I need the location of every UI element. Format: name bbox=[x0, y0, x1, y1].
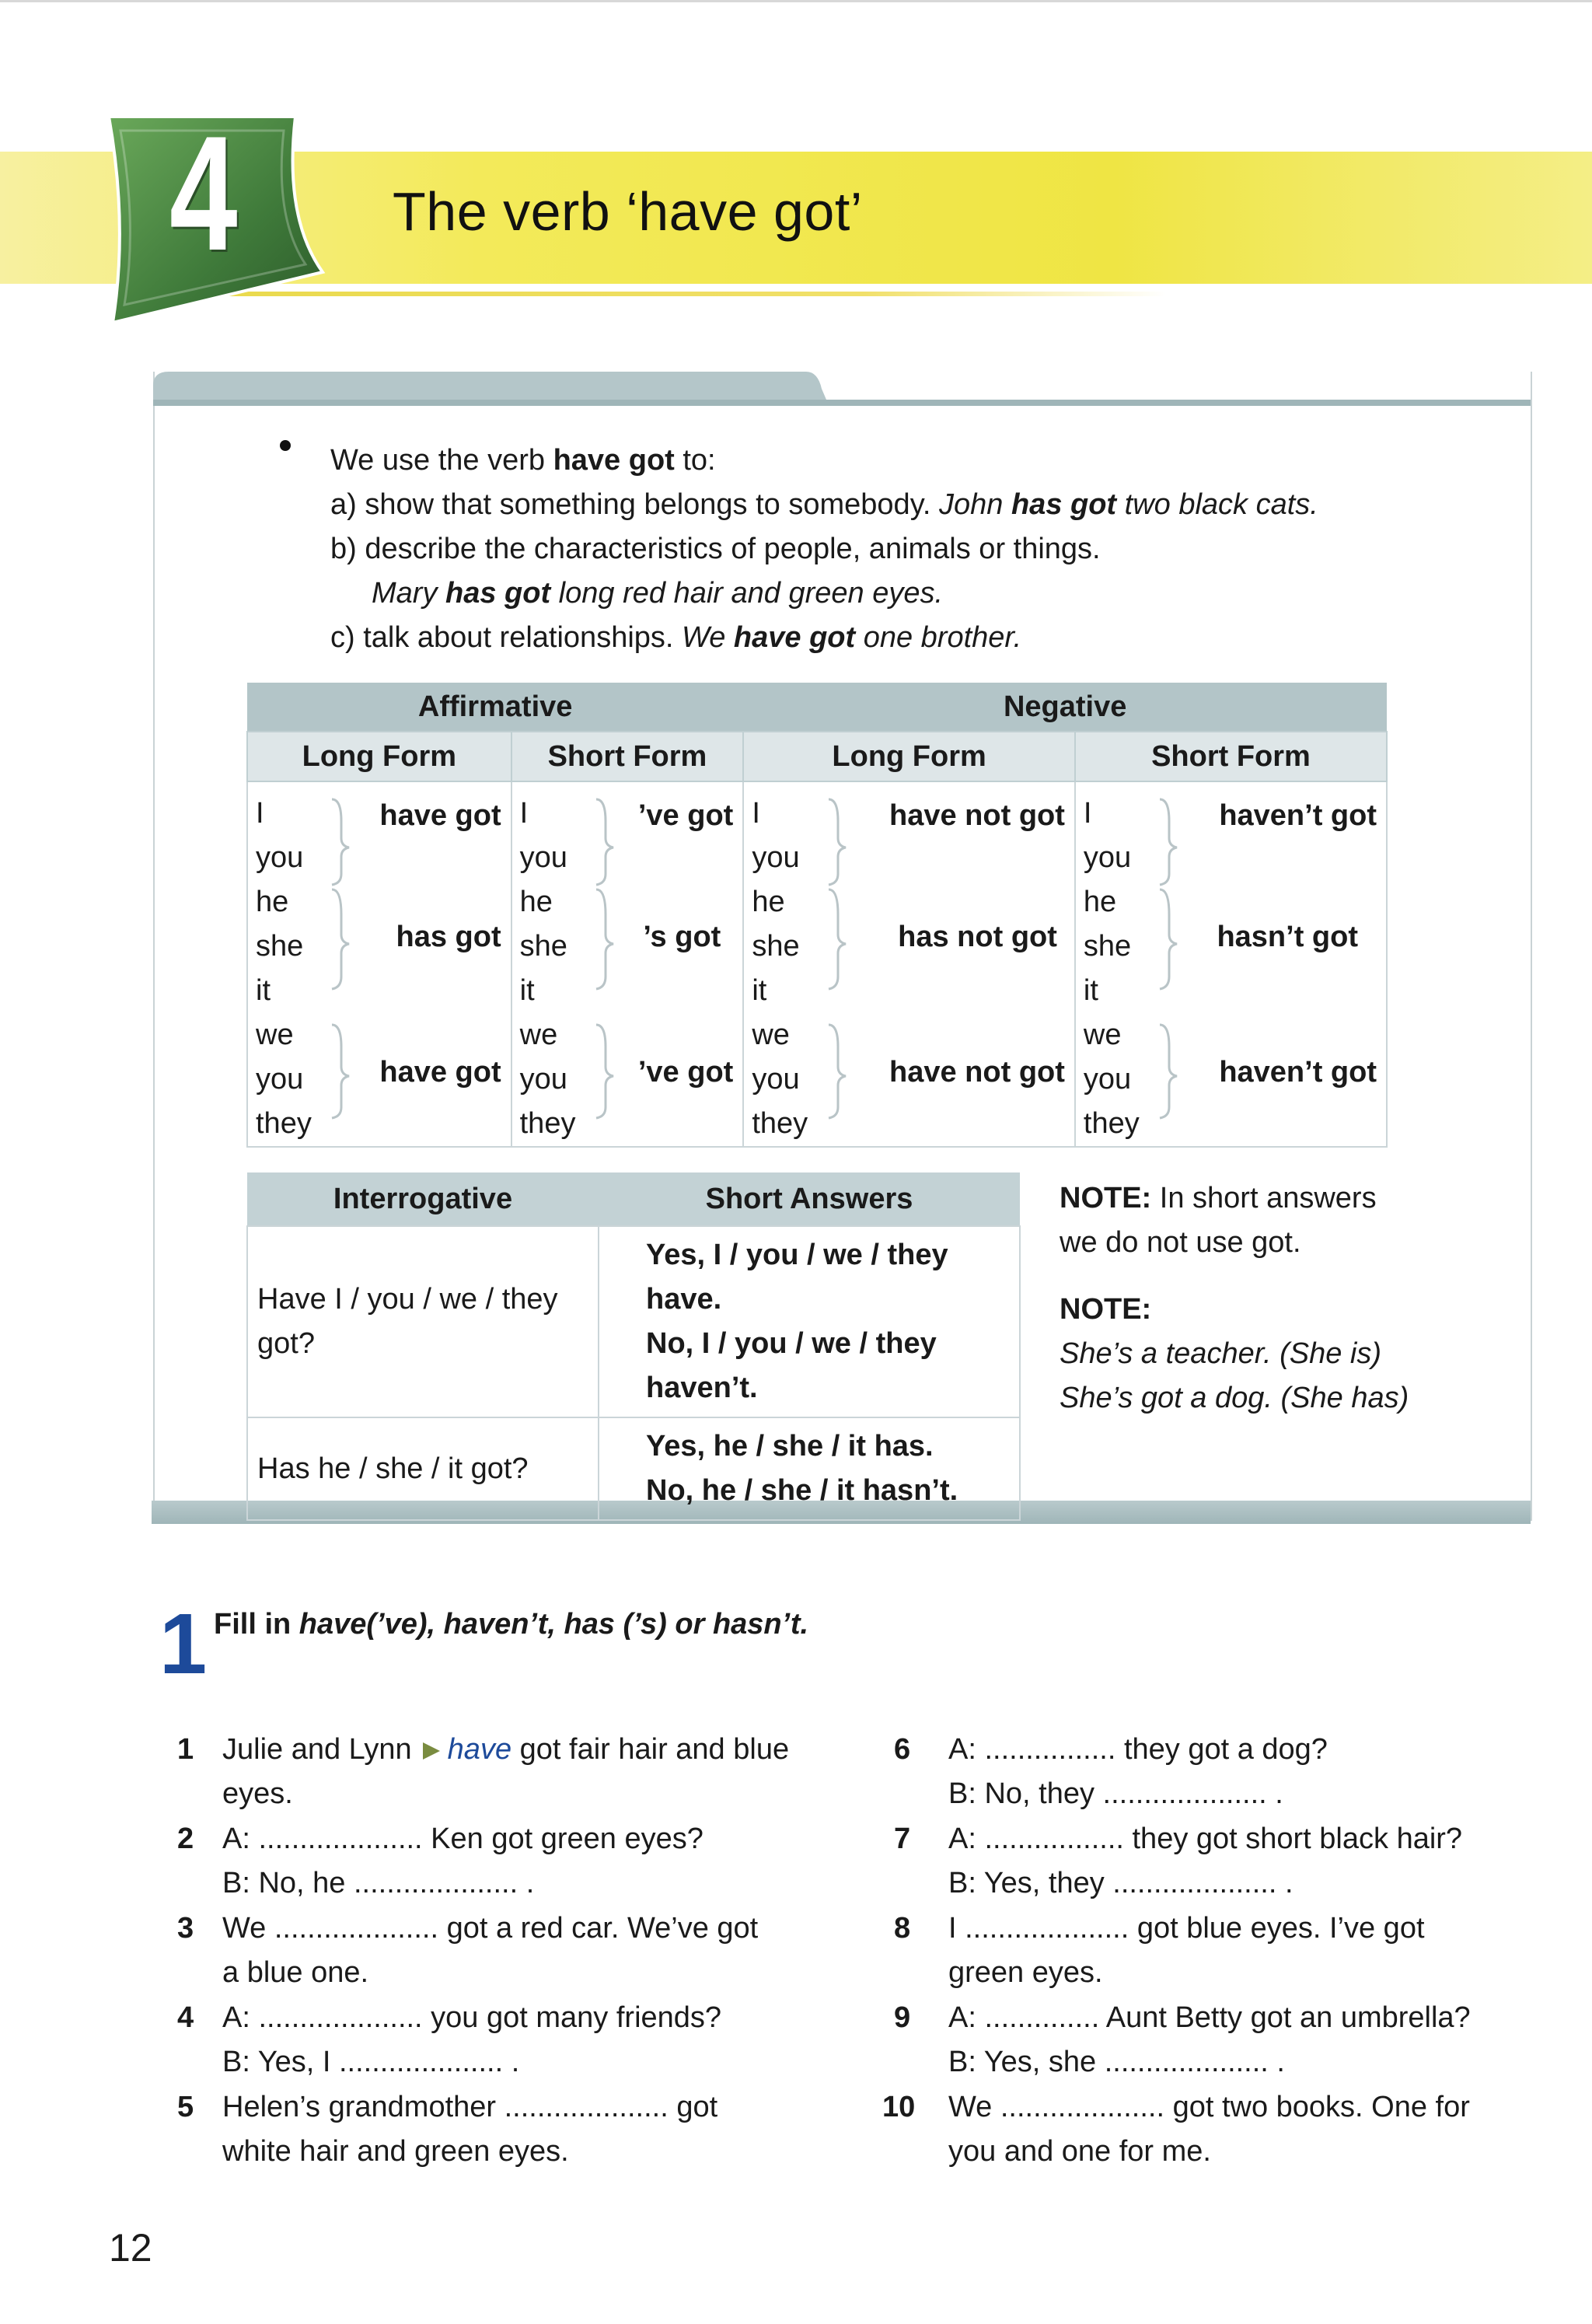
item-text[interactable]: B: No, he .................... . bbox=[222, 1867, 535, 1899]
pronoun: they bbox=[519, 1107, 576, 1140]
brace-icons bbox=[1155, 790, 1186, 1148]
pronoun: you bbox=[1083, 841, 1132, 874]
note-1 bbox=[1060, 1176, 1394, 1265]
exercise-number: 1 bbox=[159, 1596, 208, 1692]
usage-b-label: b) bbox=[330, 533, 357, 565]
verb-form: ’s got bbox=[643, 921, 721, 953]
item-number: 1 bbox=[177, 1733, 194, 1766]
item-text: white hair and green eyes. bbox=[222, 2135, 569, 2168]
item-number: 8 bbox=[894, 1912, 911, 1945]
pronoun: she bbox=[1083, 930, 1132, 963]
note-example: She’s a teacher. (She is) bbox=[1060, 1337, 1381, 1370]
aff-long-verbs bbox=[327, 781, 511, 1147]
item-number: 9 bbox=[894, 2001, 911, 2034]
pronoun: it bbox=[1083, 974, 1098, 1007]
grammar-box-tab bbox=[153, 372, 1531, 406]
usage-b-example-2: has got bbox=[445, 577, 551, 610]
pronoun: she bbox=[519, 930, 567, 963]
no-answer: No, I / you / we / they haven’t. bbox=[646, 1327, 937, 1404]
verb-form: have not got bbox=[889, 1056, 1065, 1089]
usage-a-example-3: two black cats. bbox=[1116, 488, 1318, 521]
neg-short-form-header: Short Form bbox=[1075, 732, 1387, 781]
item-number: 5 bbox=[177, 2091, 194, 2123]
exercise-item-10 bbox=[882, 2085, 1531, 2179]
note-text: In short answers we do not use got. bbox=[1060, 1182, 1377, 1259]
pronoun: I bbox=[256, 797, 264, 830]
pronoun: he bbox=[519, 886, 553, 918]
verb-form: have not got bbox=[889, 799, 1065, 832]
verb-form: has not got bbox=[898, 921, 1057, 953]
usage-b-example bbox=[372, 571, 943, 616]
item-text[interactable]: A: .............. Aunt Betty got an umbrella? bbox=[948, 2001, 1471, 2034]
item-text: you and one for me. bbox=[948, 2135, 1211, 2168]
usage-c-example-1: We bbox=[682, 621, 734, 654]
exercise-item-2 bbox=[177, 1817, 815, 1910]
affirmative-header: Affirmative bbox=[247, 683, 743, 732]
forms-table bbox=[246, 683, 1388, 1148]
pronoun: you bbox=[519, 1063, 567, 1096]
exercise-item-4 bbox=[177, 1996, 815, 2089]
pronoun: you bbox=[752, 841, 800, 874]
brace-icons bbox=[824, 790, 855, 1148]
pronoun: I bbox=[519, 797, 529, 830]
short-answers-header: Short Answers bbox=[599, 1172, 1020, 1226]
pronoun: you bbox=[752, 1063, 800, 1096]
usage-c bbox=[330, 615, 1021, 660]
pronoun: she bbox=[752, 930, 800, 963]
item-text[interactable]: Helen’s grandmother .................... got bbox=[222, 2091, 718, 2123]
item-number: 4 bbox=[177, 2001, 194, 2034]
pronoun: it bbox=[256, 974, 271, 1007]
exercise-item-6 bbox=[894, 1728, 1531, 1821]
note-label: NOTE: bbox=[1060, 1182, 1152, 1214]
pronoun: they bbox=[256, 1107, 312, 1140]
pronoun: we bbox=[256, 1019, 294, 1051]
exercise-item-9 bbox=[894, 1996, 1531, 2089]
chapter-number: 4 bbox=[169, 102, 238, 285]
note-label: NOTE: bbox=[1060, 1293, 1152, 1326]
item-text: got fair hair and blue bbox=[519, 1733, 790, 1766]
pronoun-column bbox=[511, 781, 592, 1147]
item-text[interactable]: A: ................ they got a dog? bbox=[948, 1733, 1328, 1766]
page-number: 12 bbox=[109, 2226, 152, 2270]
neg-long-verbs bbox=[824, 781, 1075, 1147]
pronoun-column bbox=[743, 781, 823, 1147]
exercise-item-3 bbox=[177, 1906, 815, 2000]
pronoun: it bbox=[752, 974, 767, 1007]
neg-short-verbs bbox=[1155, 781, 1387, 1147]
exercise-item-5 bbox=[177, 2085, 815, 2179]
pronoun: we bbox=[519, 1019, 558, 1051]
verb-form: hasn’t got bbox=[1217, 921, 1358, 953]
item-text[interactable]: A: ................. they got short black hair? bbox=[948, 1823, 1463, 1855]
pronoun: they bbox=[1083, 1107, 1140, 1140]
pronoun-column bbox=[247, 781, 327, 1147]
pronoun: we bbox=[752, 1019, 790, 1051]
verb-form: ’ve got bbox=[637, 799, 734, 832]
chapter-title: The verb ‘have got’ bbox=[393, 181, 863, 242]
usage-b bbox=[330, 526, 1101, 571]
item-text: a blue one. bbox=[222, 1956, 369, 1989]
instruction-forms: have(’ve), haven’t, has (’s) or hasn’t. bbox=[298, 1608, 809, 1641]
question-cell: Have I / you / we / they got? bbox=[247, 1226, 599, 1417]
verb-form: haven’t got bbox=[1219, 799, 1377, 832]
item-text[interactable]: A: .................... Ken got green eyes? bbox=[222, 1823, 703, 1855]
usage-c-label: c) bbox=[330, 621, 355, 654]
item-text: green eyes. bbox=[948, 1956, 1103, 1989]
item-text[interactable]: We .................... got two books. One for bbox=[948, 2091, 1470, 2123]
instruction-text: Fill in bbox=[214, 1608, 299, 1641]
verb-form: ’ve got bbox=[637, 1056, 734, 1089]
interrogative-header: Interrogative bbox=[247, 1172, 599, 1226]
pronoun: he bbox=[1083, 886, 1117, 918]
verb-form: has got bbox=[396, 921, 501, 953]
exercise-item-8 bbox=[894, 1906, 1531, 2000]
bullet-dot bbox=[280, 440, 291, 451]
exercise-item-1 bbox=[177, 1728, 815, 1821]
item-text[interactable]: We .................... got a red car. We’ve got bbox=[222, 1912, 759, 1945]
pronoun: I bbox=[752, 797, 760, 830]
pronoun: he bbox=[256, 886, 289, 918]
pronoun: she bbox=[256, 930, 304, 963]
usage-c-example-3: one brother. bbox=[855, 621, 1022, 654]
pronoun: you bbox=[1083, 1063, 1132, 1096]
item-number: 2 bbox=[177, 1823, 194, 1855]
usage-b-example-3: long red hair and green eyes. bbox=[550, 577, 944, 610]
pronoun: I bbox=[1083, 797, 1092, 830]
item-text[interactable]: I .................... got blue eyes. I’ve got bbox=[948, 1912, 1425, 1945]
usage-intro-text: We use the verb bbox=[330, 444, 553, 477]
pronoun: you bbox=[256, 841, 304, 874]
usage-c-text: talk about relationships. bbox=[363, 621, 674, 654]
verb-form: have got bbox=[379, 1056, 501, 1089]
usage-a bbox=[330, 482, 1318, 527]
yes-answer: Yes, he / she / it has. bbox=[646, 1430, 934, 1463]
pronoun: he bbox=[752, 886, 785, 918]
pronoun: it bbox=[519, 974, 535, 1007]
pronoun: we bbox=[1083, 1019, 1122, 1051]
verb-form: haven’t got bbox=[1219, 1056, 1377, 1089]
item-number: 7 bbox=[894, 1823, 911, 1855]
usage-a-example-1: John bbox=[939, 488, 1011, 521]
no-answer: No, he / she / it hasn’t. bbox=[646, 1474, 958, 1507]
item-text: Julie and Lynn bbox=[222, 1733, 412, 1766]
item-number: 3 bbox=[177, 1912, 194, 1945]
example-answer: have bbox=[447, 1733, 512, 1766]
usage-a-text: show that something belongs to somebody. bbox=[365, 488, 931, 521]
pronoun: they bbox=[752, 1107, 808, 1140]
usage-c-example-2: have got bbox=[733, 621, 856, 654]
item-text[interactable]: B: Yes, I .................... . bbox=[222, 2046, 520, 2078]
note-example: She’s got a dog. (She has) bbox=[1060, 1382, 1409, 1414]
brace-icons bbox=[327, 790, 358, 1148]
item-text: eyes. bbox=[222, 1777, 293, 1810]
pronoun: you bbox=[519, 841, 567, 874]
aff-long-form-header: Long Form bbox=[247, 732, 511, 781]
usage-a-example-2: has got bbox=[1011, 488, 1117, 521]
usage-intro-bold: have got bbox=[553, 444, 675, 477]
yes-answer: Yes, I / you / we / they have. bbox=[646, 1239, 948, 1316]
item-text[interactable]: B: Yes, they .................... . bbox=[948, 1867, 1294, 1899]
top-rule bbox=[0, 0, 1592, 2]
pronoun: you bbox=[256, 1063, 304, 1096]
aff-short-form-header: Short Form bbox=[511, 732, 744, 781]
answer-cell bbox=[599, 1226, 1020, 1417]
item-text[interactable]: B: No, they .................... . bbox=[948, 1777, 1283, 1810]
question-cell: Has he / she / it got? bbox=[247, 1417, 599, 1520]
verb-form: have got bbox=[379, 799, 501, 832]
pronoun-column bbox=[1075, 781, 1155, 1147]
exercise-item-7 bbox=[894, 1817, 1531, 1910]
note-2 bbox=[1060, 1288, 1409, 1421]
item-text[interactable]: B: Yes, she .................... . bbox=[948, 2046, 1285, 2078]
exercise-instruction bbox=[214, 1608, 808, 1641]
item-number: 10 bbox=[882, 2091, 916, 2123]
answer-cell bbox=[599, 1417, 1020, 1520]
brace-icons bbox=[592, 790, 623, 1148]
negative-header: Negative bbox=[743, 683, 1387, 732]
usage-b-text: describe the characteristics of people, animals or things. bbox=[365, 533, 1101, 565]
item-text[interactable]: A: .................... you got many friends? bbox=[222, 2001, 722, 2034]
aff-short-verbs bbox=[592, 781, 743, 1147]
usage-b-example-1: Mary bbox=[372, 577, 445, 610]
play-arrow-icon bbox=[423, 1742, 440, 1760]
usage-intro bbox=[330, 438, 716, 483]
questions-table bbox=[246, 1172, 1021, 1521]
usage-intro-end: to: bbox=[674, 444, 716, 477]
item-number: 6 bbox=[894, 1733, 911, 1766]
neg-long-form-header: Long Form bbox=[743, 732, 1075, 781]
usage-a-label: a) bbox=[330, 488, 357, 521]
